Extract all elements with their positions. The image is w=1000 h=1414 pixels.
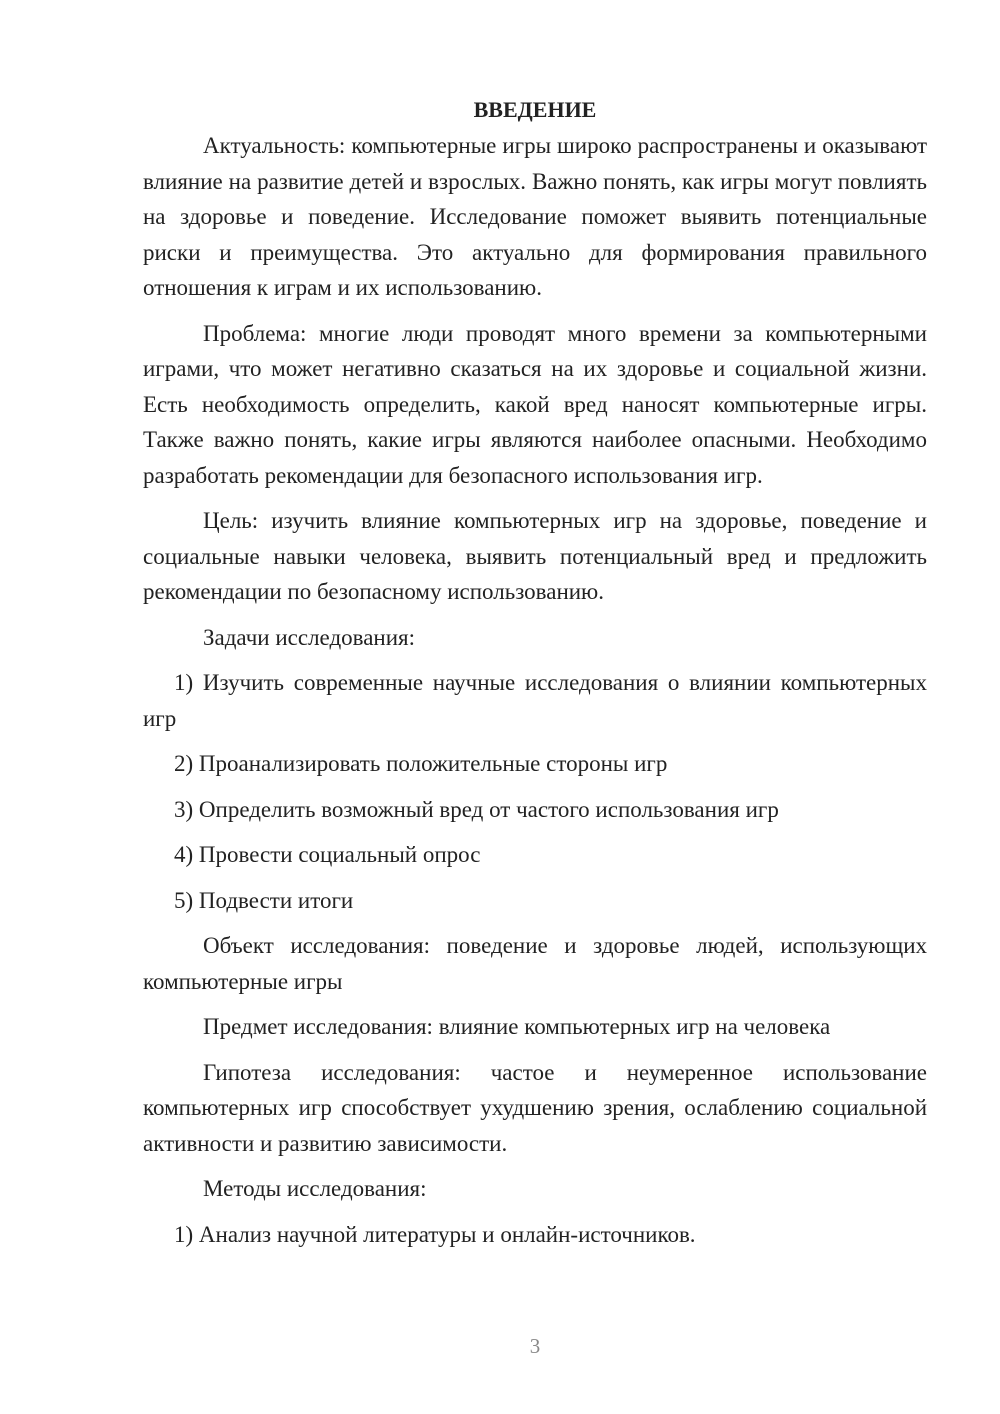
paragraph-goal: Цель: изучить влияние компьютерных игр на здоровье, поведение и социальные навыки человека, выявить потенциальный вред и предложить рекомендации по безопасному использованию. <box>143 508 927 604</box>
page-content <box>143 92 927 1252</box>
methods-heading: Методы исследования: <box>203 1176 427 1201</box>
paragraph-problem: Проблема: многие люди проводят много времени за компьютерными играми, что может негативно сказаться на их здоровье и социальной жизни. Есть необходимость определить, какой вред наносят компьютерные игры. Также важно понять, какие игры являются наиболее опасными. Необходимо разработать рекомендации для безопасного использования игр. <box>143 320 927 488</box>
page-number: 3 <box>529 1334 541 1358</box>
task-item-1: 1) Изучить современные научные исследования о влиянии компьютерных игр <box>143 670 927 731</box>
method-item-1: 1) Анализ научной литературы и онлайн-источников. <box>174 1221 696 1247</box>
tasks-heading: Задачи исследования: <box>203 624 416 650</box>
task-item-5: 5) Подвести итоги <box>174 887 354 913</box>
task-item-3: 3) Определить возможный вред от частого использования игр <box>174 796 779 822</box>
paragraph-hypothesis: Гипотеза исследования: частое и неумеренное использование компьютерных игр способствует ухудшению зрения, ослаблению социальной активности и развитию зависимости. <box>143 1059 927 1156</box>
paragraph-relevance: Актуальность: компьютерные игры широко распространены и оказывают влияние на развитие детей и взрослых. Важно понять, как игры могут повлиять на здоровье и поведение. Исследование поможет выявить потенциальные риски и преимущества. Это актуально для формирования правильного отношения к играм и их использованию. <box>143 133 927 300</box>
section-title: ВВЕДЕНИЕ <box>473 97 597 122</box>
paragraph-subject: Предмет исследования: влияние компьютерных игр на человека <box>203 1014 831 1039</box>
task-item-4: 4) Провести социальный опрос <box>174 842 481 867</box>
paragraph-object: Объект исследования: поведение и здоровье людей, использующих компьютерные игры <box>143 933 927 994</box>
task-item-2: 2) Проанализировать положительные стороны игр <box>174 751 668 776</box>
